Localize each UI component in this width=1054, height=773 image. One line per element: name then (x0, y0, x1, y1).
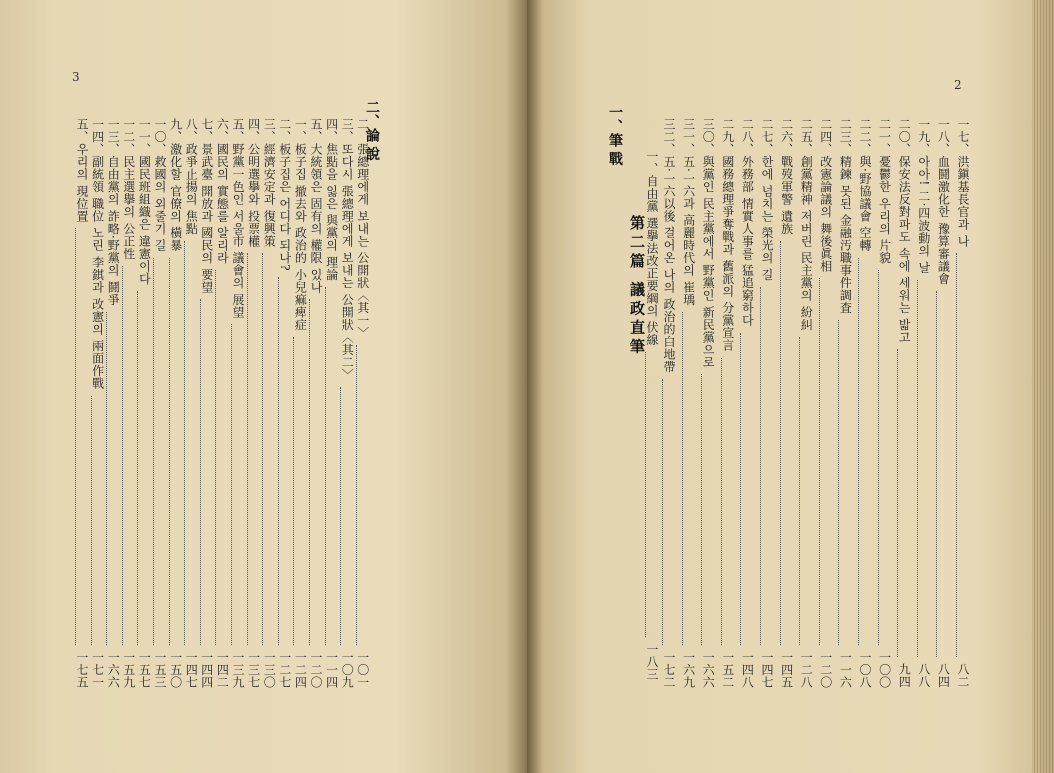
leader-dots (858, 258, 872, 645)
toc-entry-page: 一一四 (324, 650, 339, 688)
toc-entry-page: 一五七 (137, 650, 152, 688)
toc-entry-title: 二二、與·野協議會 空轉 (858, 118, 872, 252)
leader-dots (799, 337, 813, 645)
toc-entry-title: 二五、創黨精神 저버린 民主黨의 紛糾 (799, 118, 814, 331)
leader-dots (247, 253, 261, 644)
leader-dots (878, 270, 892, 644)
toc-entry-page: 一五二 (720, 650, 735, 688)
toc-entry-title: 二七、한에 넘치는 榮光의 길 (760, 118, 774, 281)
toc-entry-page: 一六六 (106, 650, 121, 688)
page-number: 3 (72, 70, 80, 84)
leader-dots (645, 352, 659, 636)
leader-dots (721, 358, 735, 645)
toc-entry-title: 八、政爭止揚의 焦點 (184, 118, 199, 235)
toc-entry-page: 一四七 (760, 650, 774, 688)
leader-dots (897, 349, 911, 657)
toc-entry (917, 118, 931, 688)
leader-dots (293, 337, 307, 645)
toc-entry-title: 一〇、救國의 외줄기 길 (153, 118, 167, 252)
toc-entry (215, 118, 229, 688)
toc-entry (878, 118, 892, 688)
toc-entry-page: 八四 (936, 663, 951, 688)
toc-entry-page: 一三九 (231, 650, 245, 688)
toc-entry-title: 三、經濟安定과 復興策 (262, 118, 277, 248)
toc-entry-page: 九四 (897, 663, 912, 688)
toc-entry-title: 一四、副統領 職位 노린 李錤과 改憲의 兩面作戰 (90, 118, 105, 390)
toc-entry-page: 一〇九 (340, 650, 355, 688)
toc-entry-page: 八八 (916, 663, 931, 688)
toc-entry (231, 118, 245, 688)
toc-entry-title: 二三、精鍊 못된 金融汚職事件調査 (838, 118, 853, 315)
toc-entry (721, 118, 735, 688)
leader-dots (356, 345, 370, 644)
leader-dots (780, 241, 794, 645)
toc-entry-title: 三一、五·一六과 高麗時代의 崔瑀 (681, 118, 696, 306)
leader-dots (184, 241, 198, 645)
toc-entry (682, 118, 696, 688)
leader-dots (106, 312, 120, 645)
toc-entry-title: 一一、國民班組織은 違憲이다 (137, 118, 152, 285)
toc-entry (309, 118, 323, 688)
toc-entry-title: 二六、戰歿軍警 遺族 (779, 118, 794, 235)
toc-entry-title: 四、公明選擧와 投票權 (246, 118, 261, 248)
toc-entry-title: 二四、改憲論議의 舞後眞相 (818, 118, 833, 273)
leader-dots (936, 291, 950, 657)
toc-entry-page: 一七二 (662, 650, 676, 688)
toc-entry-title: 四、焦點을 잃은 與黨의 理論 (324, 118, 339, 281)
toc-entry (153, 118, 167, 688)
toc-entry (340, 118, 354, 688)
leader-dots (231, 324, 245, 644)
toc-entry-title: 六、國民의 實態를 알리라 (215, 118, 230, 265)
toc-entry (325, 118, 339, 688)
toc-entry (169, 118, 183, 688)
toc-entry-page: 一〇〇 (877, 650, 892, 688)
toc-entry-page: 一三七 (246, 650, 261, 688)
toc-entry (278, 118, 292, 688)
leader-dots (838, 320, 852, 644)
part-title: 第二篇 議政直筆 (628, 215, 646, 358)
toc-entry (956, 118, 970, 688)
toc-entry-title: 一七、洪鎭基長官과 나 (956, 118, 970, 248)
toc-entry-title: 五、野黨一色인 서울市 議會의 展望 (231, 118, 245, 319)
toc-entry-title: 三〇、與黨인 民主黨에서 野黨인 新民黨으로 (701, 118, 716, 369)
toc-entry (897, 118, 911, 688)
toc-entry-title: 一、板子집 撤去와 政治的 小兒痲痺症 (293, 118, 308, 331)
toc-entry (122, 118, 136, 688)
toc-entry-title: 三二、五·一六以後 걸어온 나의 政治的白地帶 (662, 118, 676, 373)
toc-entry-title: 二九、國務總理爭奪戰과 舊派의 分黨宣言 (720, 118, 735, 352)
toc-entry-title: 一三、自由黨의 詐略·野黨의 鬪爭 (106, 118, 121, 306)
section-heading: 一、筆 戰 (607, 105, 623, 166)
toc-entry (106, 118, 120, 688)
toc-entry-page: 一七五 (75, 650, 89, 688)
toc-entry-page: 一二〇 (818, 650, 833, 688)
toc-entry-title: 三、또다시 張總理에게 보내는 公開狀〈其二〉 (340, 118, 355, 381)
toc-entry-title: 二一、憂鬱한 우리의 片貌 (877, 118, 892, 265)
toc-entry-title: 二、張總理에게 보내는 公開狀〈其一〉 (355, 118, 370, 340)
toc-entry (247, 118, 261, 688)
toc-entry-title: 一八、血鬪激化한 豫算審議會 (936, 118, 951, 285)
leader-dots (91, 396, 105, 645)
leader-dots (153, 258, 167, 645)
toc-entry-page: 一三〇 (262, 650, 277, 688)
toc-entry-page: 一六六 (701, 650, 716, 688)
toc-entry-title: 五、大統領은 固有의 權限 있나 (309, 118, 323, 294)
leader-dots (760, 287, 774, 645)
leader-dots (917, 280, 931, 657)
toc-entry-page: 一四五 (779, 650, 794, 688)
toc-entry-page: 一五三 (153, 650, 167, 688)
toc-entry (662, 118, 676, 688)
leader-dots (956, 253, 970, 657)
leader-dots (662, 379, 676, 645)
toc-entry-title: 二、板子집은 어디다 되나? (277, 118, 292, 272)
toc-entry-title: 五、우리의 現位置 (75, 118, 89, 223)
toc-entry-page: 一四二 (215, 650, 230, 688)
toc-entry-page: 一二七 (277, 650, 292, 688)
toc-entry-page: 一二四 (293, 650, 308, 688)
leader-dots (819, 278, 833, 644)
toc-entry (760, 118, 774, 688)
toc-entry-title: 二八、外務部 情實人事를 猛追窮하다 (740, 118, 755, 327)
toc-entry-title: 九、激化할 官僚의 橫暴 (168, 118, 183, 252)
section-heading: 二、論 說 (364, 100, 380, 161)
toc-entry (356, 118, 370, 688)
leader-dots (740, 333, 754, 645)
right-page (527, 0, 1054, 773)
toc-entry (740, 118, 754, 688)
toc-entry-title: 二〇、保安法反對파도 속에 세워는 밟고 (897, 118, 912, 344)
toc-entry (137, 118, 151, 688)
toc-entry-page: 八二 (956, 663, 970, 688)
toc-entry-page: 一五〇 (168, 650, 183, 688)
toc-entry (293, 118, 307, 688)
toc-entry-page: 一五九 (121, 650, 136, 688)
toc-entry-title: 七、景武臺 開放과 國民의 要望 (199, 118, 214, 294)
toc-entry (91, 118, 105, 688)
leader-dots (215, 270, 229, 644)
toc-entry-page: 一二〇 (309, 650, 323, 688)
leader-dots (682, 312, 696, 645)
toc-entry-page: 一〇八 (858, 650, 872, 688)
toc-entry-page: 一四四 (199, 650, 214, 688)
leader-dots (200, 299, 214, 644)
leader-dots (75, 228, 89, 644)
toc-entry (799, 118, 813, 688)
toc-entry (838, 118, 852, 688)
leader-dots (262, 253, 276, 644)
leader-dots (169, 258, 183, 645)
toc-entry-page: 一四八 (740, 650, 755, 688)
leader-dots (278, 277, 292, 644)
toc-entry-title: 一二、民主選擧의 公正性 (121, 118, 136, 260)
toc-entry-page: 一八三 (645, 642, 659, 680)
toc-entry (75, 118, 89, 688)
toc-entry (936, 118, 950, 688)
toc-entry-title: 一、自由黨 選擧法改正要綱의 伏線 (645, 150, 659, 347)
leader-dots (137, 291, 151, 645)
toc-entry-title: 一九、아아! 二·四波動의 날 (916, 118, 931, 274)
leader-dots (122, 266, 136, 645)
leader-dots (701, 374, 715, 644)
toc-entry (262, 118, 276, 688)
toc-entry (184, 118, 198, 688)
leader-dots (325, 287, 339, 645)
toc-entry-page: 一七一 (90, 650, 105, 688)
toc-entry-page: 一一六 (838, 650, 853, 688)
leader-dots (340, 387, 354, 645)
leader-dots (309, 299, 323, 644)
toc-entry-page: 一六九 (681, 650, 696, 688)
page-number: 2 (954, 78, 962, 92)
toc-entry (701, 118, 715, 688)
toc-entry-page: 一二八 (799, 650, 814, 688)
toc-entry (645, 150, 659, 680)
toc-entry (819, 118, 833, 688)
toc-entry-page: 一〇一 (355, 650, 370, 688)
toc-entry (780, 118, 794, 688)
toc-entry (200, 118, 214, 688)
toc-entry-page: 一四七 (184, 650, 199, 688)
toc-entry (858, 118, 872, 688)
